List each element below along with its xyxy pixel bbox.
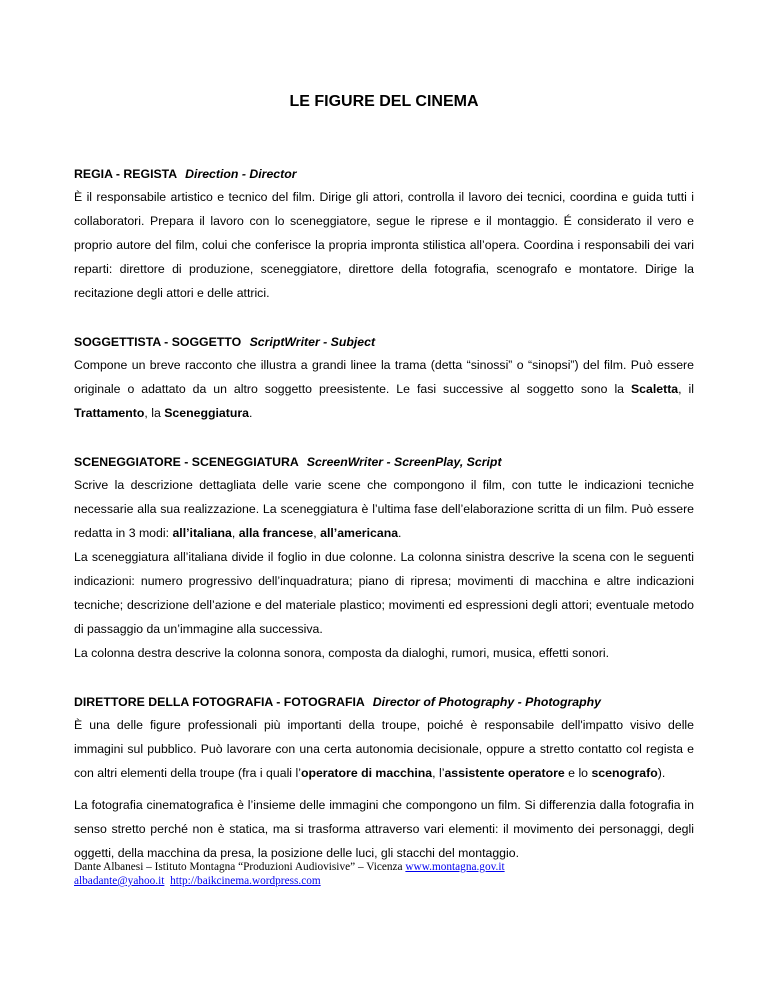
section-body bbox=[74, 473, 694, 665]
footer-credit: Dante Albanesi – Istituto Montagna “Produzioni Audiovisive” – Vicenza bbox=[74, 861, 406, 873]
document-title: LE FIGURE DEL CINEMA bbox=[289, 93, 479, 110]
separator: , il bbox=[678, 382, 694, 396]
paragraph: La fotografia cinematografica è l’insieme delle immagini che compongono un film. Si differenzia dalla fotografia in senso stretto perché non è statica, ma si trasforma attraverso vari elementi: il movimento dei personaggi, degli oggetti, della macchina da presa, la posizione delle luci, gli stacchi del montaggio. bbox=[74, 798, 694, 860]
paragraph bbox=[74, 353, 694, 425]
role-english: ScriptWriter - Subject bbox=[249, 335, 376, 349]
paragraph bbox=[74, 713, 694, 785]
paragraph: La sceneggiatura all’italiana divide il foglio in due colonne. La colonna sinistra descrive la scena con le seguenti indicazioni: numero progressivo dell’inquadratura; piano di ripresa; movimenti di macchina e altre indicazioni tecniche; descrizione dell’azione e del materiale plastico; movimenti ed espressioni degli attori; eventuale metodo di passaggio da un’immagine alla successiva. bbox=[74, 550, 694, 636]
paragraph bbox=[74, 473, 694, 545]
term-sceneggiatura: Sceneggiatura bbox=[164, 406, 249, 420]
role-italian: SOGGETTISTA - SOGGETTO bbox=[74, 335, 242, 349]
term-trattamento: Trattamento bbox=[74, 406, 145, 420]
paragraph-text: Compone un breve racconto che illustra a grandi linee la trama (detta “sinossi” o “sinopsi”) del film. Può essere originale o adattato da un altro soggetto preesistente. Le fasi successive al soggetto sono la bbox=[74, 358, 694, 396]
separator: , la bbox=[144, 406, 165, 420]
separator: , bbox=[231, 526, 239, 540]
page-footer bbox=[74, 860, 714, 888]
separator: ). bbox=[657, 766, 666, 780]
document-content bbox=[74, 163, 694, 865]
term-all-italiana: all’italiana bbox=[172, 526, 232, 540]
separator: , bbox=[313, 526, 321, 540]
footer-line-2 bbox=[74, 874, 714, 888]
section-heading bbox=[74, 163, 694, 185]
role-italian: SCENEGGIATORE - SCENEGGIATURA bbox=[74, 455, 299, 469]
section-fotografia bbox=[74, 691, 694, 865]
term-scenografo: scenografo bbox=[591, 766, 658, 780]
role-english: ScreenWriter - ScreenPlay, Script bbox=[306, 455, 502, 469]
term-assistente-operatore: assistente operatore bbox=[444, 766, 565, 780]
separator: . bbox=[248, 406, 253, 420]
role-italian: REGIA - REGISTA bbox=[74, 167, 177, 181]
term-operatore-di-macchina: operatore di macchina bbox=[300, 766, 433, 780]
footer-link-blog[interactable]: http://baikcinema.wordpress.com bbox=[170, 875, 321, 887]
term-alla-francese: alla francese bbox=[238, 526, 314, 540]
separator: . bbox=[398, 526, 402, 540]
footer-link-montagna[interactable]: www.montagna.gov.it bbox=[405, 861, 505, 873]
paragraph-text: Scrive la descrizione dettagliata delle varie scene che compongono il film, con tutte le indicazioni tecniche necessarie alla sua realizzazione. La sceneggiatura è l’ultima fase dell’elaborazione scritta di un film. Può essere redatta in 3 modi: bbox=[74, 478, 694, 540]
role-english: Director of Photography - Photography bbox=[372, 695, 601, 709]
section-body bbox=[74, 713, 694, 865]
role-italian: DIRETTORE DELLA FOTOGRAFIA - FOTOGRAFIA bbox=[74, 695, 365, 709]
section-body bbox=[74, 185, 694, 305]
section-heading bbox=[74, 691, 694, 713]
section-regia bbox=[74, 163, 694, 305]
separator: e lo bbox=[564, 766, 592, 780]
section-sceneggiatura bbox=[74, 451, 694, 665]
term-scaletta: Scaletta bbox=[630, 382, 679, 396]
footer-link-email[interactable]: albadante@yahoo.it bbox=[74, 875, 165, 887]
section-soggetto bbox=[74, 331, 694, 425]
paragraph-text: È una delle figure professionali più importanti della troupe, poiché è responsabile dell'impatto visivo delle immagini sul pubblico. Può lavorare con una certa autonomia decisionale, oppure a stretto contatto col regista e con altri elementi della troupe (fra i quali l’ bbox=[74, 718, 694, 780]
section-heading bbox=[74, 451, 694, 473]
term-all-americana: all’americana bbox=[320, 526, 399, 540]
section-heading bbox=[74, 331, 694, 353]
role-english: Direction - Director bbox=[185, 167, 297, 181]
paragraph: È il responsabile artistico e tecnico del film. Dirige gli attori, controlla il lavoro dei tecnici, coordina e guida tutti i collaboratori. Prepara il lavoro con lo sceneggiatore, segue le riprese e il montaggio. É considerato il vero e proprio autore del film, colui che conferisce la propria impronta stilistica all’opera. Coordina i responsabili dei vari reparti: direttore di produzione, sceneggiatore, direttore della fotografia, scenografo e montatore. Dirige la recitazione degli attori e delle attrici. bbox=[74, 190, 694, 300]
separator: , l’ bbox=[432, 766, 445, 780]
section-body bbox=[74, 353, 694, 425]
paragraph: La colonna destra descrive la colonna sonora, composta da dialoghi, rumori, musica, effetti sonori. bbox=[74, 646, 609, 660]
footer-line-1 bbox=[74, 860, 714, 874]
